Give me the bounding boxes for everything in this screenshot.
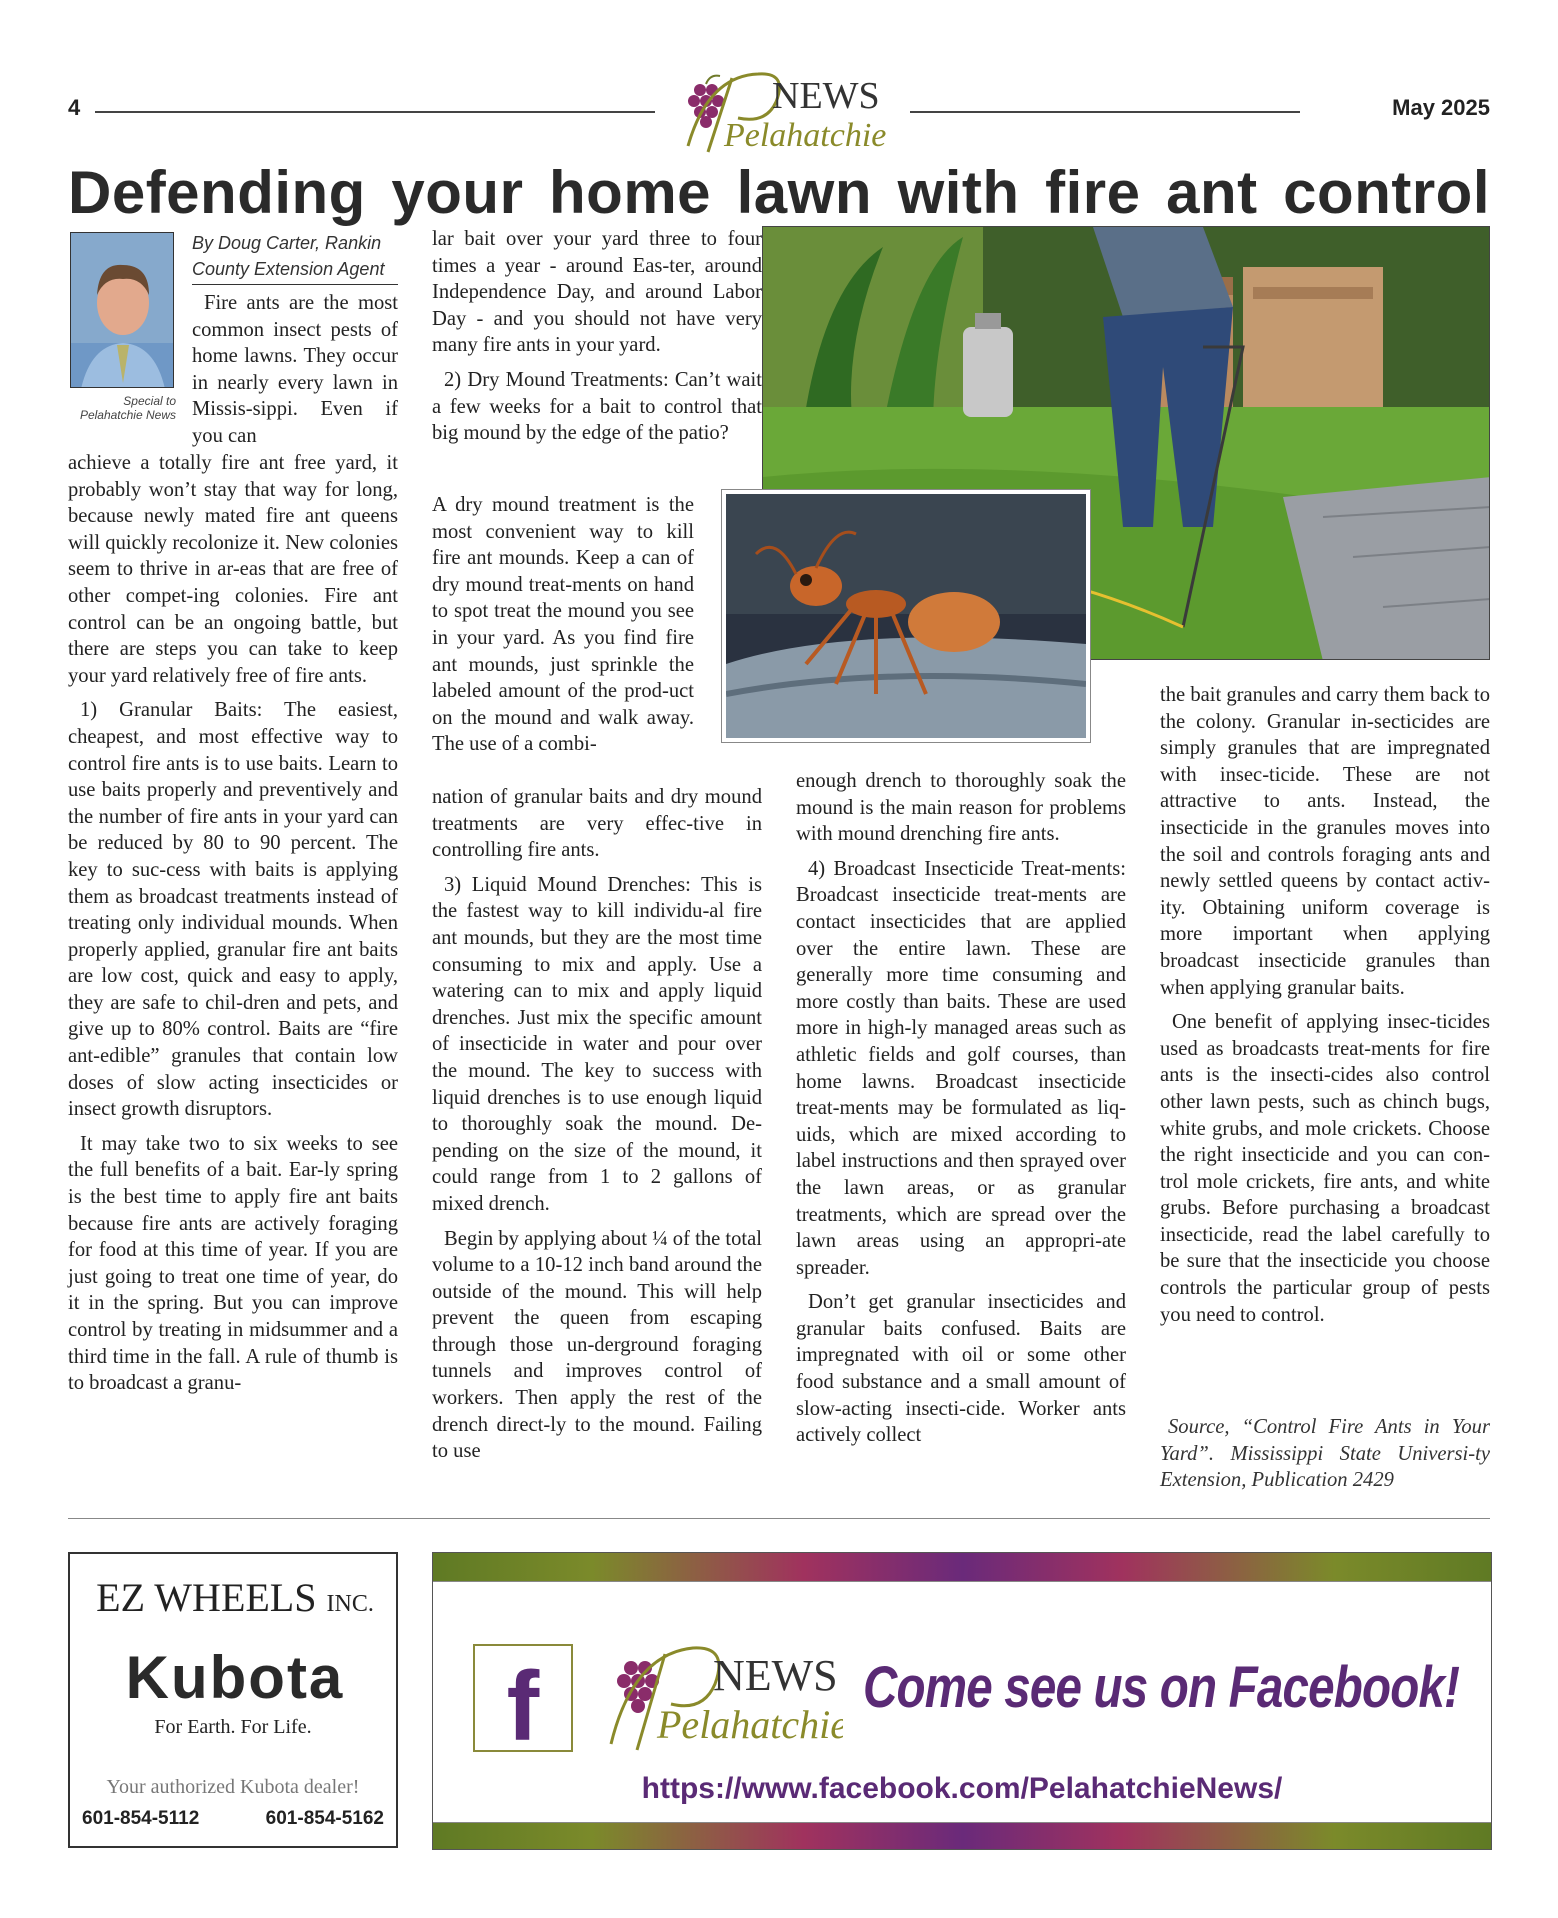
article-column-4: [1160, 682, 1490, 1328]
paragraph-dry-mound: 2) Dry Mound Treatments: Can’t wait a few weeks for a bait to control that big mound by the edge of the patio?: [432, 368, 762, 445]
header-rule-right: [910, 111, 1300, 113]
company-name: EZ WHEELS: [96, 1575, 317, 1620]
logo-news: NEWS: [713, 1651, 838, 1700]
page-number: 4: [68, 95, 81, 120]
header-rule-left: [95, 111, 655, 113]
article-intro-wrap: [192, 290, 398, 450]
photo-credit-line1: Special to: [123, 394, 176, 408]
facebook-ad-bottom-bar: [433, 1823, 1492, 1850]
paragraph-drench-end: enough drench to thoroughly soak the mound is the main reason for problems with mound drenching fire ants.: [796, 770, 1126, 846]
paragraph-intro: achieve a totally fire ant free yard, it probably won’t stay that way for long, because newly mated fire ant queens will quickly recolonize it. New colonies seem to thrive in ar-eas that are free of other compet-ing colonies. Fire ant control can be an ongoing battle, but there are steps you can take to keep your yard relatively free of fire ants.: [68, 452, 398, 687]
facebook-ad-top-bar: [433, 1553, 1492, 1581]
paragraph-benefit: One benefit of applying insec-ticides used as broadcasts treat-ments for fire ants is the insecti-cides also control other lawn pests, such as chinch bugs, white grubs, and mole crickets. Choose the right insecticide and you can con-trol mole crickets, fire ants, and white grubs. Before purchasing a broadcast insecticide, read the label carefully to be sure that the insecticide you choose controls the particular group of pests you need to control.: [1160, 1011, 1490, 1326]
kubota-ad[interactable]: [68, 1552, 398, 1848]
phone-number-2[interactable]: 601-854-5162: [265, 1808, 384, 1829]
author-headshot: [70, 232, 174, 388]
paragraph-confused: Don’t get granular insecticides and granular baits confused. Baits are impregnated with oil or some other food substance and a small amount of slow-acting insecti-cide. Worker ants actively collect: [796, 1291, 1126, 1447]
byline-line1: By Doug Carter, Rankin: [192, 233, 382, 253]
logo-name: Pelahatchie: [657, 1702, 843, 1747]
paragraph-dry-mound-end: nation of granular baits and dry mound treatments are very effec-tive in controlling fire ants.: [432, 786, 762, 862]
facebook-url-link[interactable]: https://www.facebook.com/PelahatchieNews/: [641, 1772, 1283, 1805]
masthead-logo: [668, 66, 900, 156]
byline-line2: County Extension Agent: [192, 259, 385, 279]
kubota-ad-company: [80, 1574, 390, 1621]
company-suffix: INC.: [326, 1591, 374, 1617]
article-source: Source, “Control Fire Ants in Your Yard”. Mississippi State Universi-ty Extension, Publication 2429: [1160, 1416, 1490, 1492]
article-headline: Defending your home lawn with fire ant control: [68, 159, 1490, 226]
kubota-phones: [82, 1808, 384, 1830]
paragraph-broadcast: 4) Broadcast Insecticide Treat-ments: Broadcast insecticide treat-ments are contact insecticides that are applied over the entire lawn. These are generally more time consuming and more costly than baits. These are used more in high-ly managed areas such as athletic fields and golf courses, than home lawns. Broadcast insecticide treat-ments may be formulated as liq-uids, which are mixed according to label instructions and then sprayed over the lawn areas, or as granular treatments, which are spread over the lawn areas using an appropri-ate spreader.: [796, 857, 1126, 1279]
pelahatchie-news-logo: [593, 1634, 843, 1754]
masthead-name: Pelahatchie: [724, 117, 887, 154]
article-column-3: [796, 768, 1126, 1449]
article-column-2-lower: [432, 784, 762, 1465]
article-column-1: [68, 450, 398, 1397]
byline: [192, 230, 398, 282]
article-column-2-narrow: [432, 492, 694, 758]
paragraph-bait-schedule: lar bait over your yard three to four times a year - around Eas-ter, around Independence Day, and around Labor Day - and you should not have very many fire ants in your yard.: [432, 228, 762, 357]
masthead-news: NEWS: [772, 75, 880, 117]
article-column-2: [432, 226, 762, 447]
photo-credit-line2: Pelahatchie News: [79, 408, 176, 422]
facebook-icon[interactable]: f: [473, 1644, 573, 1752]
section-divider: [68, 1518, 1490, 1519]
paragraph-liquid-drench: 3) Liquid Mound Drenches: This is the fastest way to kill individu-al fire ant mounds, but they are the most time consuming to mix and apply. Use a watering can to mix and apply liquid drenches. Just mix the specific amount of insecticide in water and pour over the mound. The key to success with liquid drenches is to use enough liquid to thoroughly soak the mound. De-pending on the size of the mound, it could range from 1 to 2 gallons of mixed drench.: [432, 873, 762, 1215]
kubota-logo: [110, 1646, 360, 1708]
kubota-slogan: For Earth. For Life.: [154, 1716, 312, 1738]
kubota-wordmark: Kubota: [125, 1646, 345, 1708]
facebook-cta: Come see us on Facebook!: [863, 1655, 1460, 1720]
paragraph-intro-wrap: Fire ants are the most common insect pests of home lawns. They occur in nearly every lawn in Missis-sippi. Even if you can: [192, 292, 398, 447]
paragraph-dry-mound-cont: A dry mound treatment is the most convenient way to kill fire ant mounds. Keep a can of dry mound treat-ments on hand to spot treat the mound you see in your yard. As you find fire ant mounds, just sprinkle the labeled amount of the prod-uct on the mound and walk away. The use of a combi-: [432, 494, 694, 756]
paragraph-timing: It may take two to six weeks to see the full benefits of a bait. Ear-ly spring is the best time to apply fire ant baits because fire ants are actively foraging for food at this time of year. If you are just going to treat one time of year, do it in the spring. But you can improve control by treating in midsummer and a third time in the fall. A rule of thumb is to broadcast a granu-: [68, 1132, 398, 1395]
issue-date: May 2025: [1392, 95, 1490, 120]
facebook-ad[interactable]: [432, 1552, 1492, 1850]
photo-credit: [60, 394, 176, 422]
paragraph-granules: the bait granules and carry them back to the colony. Granular in-secticides are simply granules that are impregnated with insec-ticide. These are not attractive to ants. Instead, the insecticide in the granules moves into the soil and controls foraging ants and newly settled queens by contact activ-ity. Obtaining uniform coverage is more important when applying broadcast insecticide granules than when applying granular baits.: [1160, 684, 1490, 999]
kubota-dealer-text: Your authorized Kubota dealer!: [106, 1776, 360, 1798]
byline-rule: [192, 284, 398, 285]
paragraph-begin-applying: Begin by applying about ¼ of the total volume to a 10-12 inch band around the outside of the mound. This will help prevent the queen from escaping through those un-derground foraging tunnels and improves control of workers. Then apply the rest of the drench direct-ly to the mound. Failing to use: [432, 1227, 763, 1463]
facebook-ad-body: [433, 1581, 1491, 1823]
fire-ant-photo: [722, 490, 1090, 742]
paragraph-granular-baits: 1) Granular Baits: The easiest, cheapest, and most effective way to control fire ants is to use baits. Learn to use baits properly and preventively and the number of fire ants in your yard can be reduced by 80 to 90 percent. The key to suc-cess with baits is applying them as broadcast treatments instead of treating only individual mounds. When properly applied, granular fire ant baits are low cost, quick and easy to apply, they are safe to chil-dren and pets, and give up to 80% control. Baits are “fire ant-edible” granules that contain low doses of slow acting insecticides or insect growth disruptors.: [68, 699, 398, 1121]
phone-number-1[interactable]: 601-854-5112: [82, 1808, 200, 1829]
